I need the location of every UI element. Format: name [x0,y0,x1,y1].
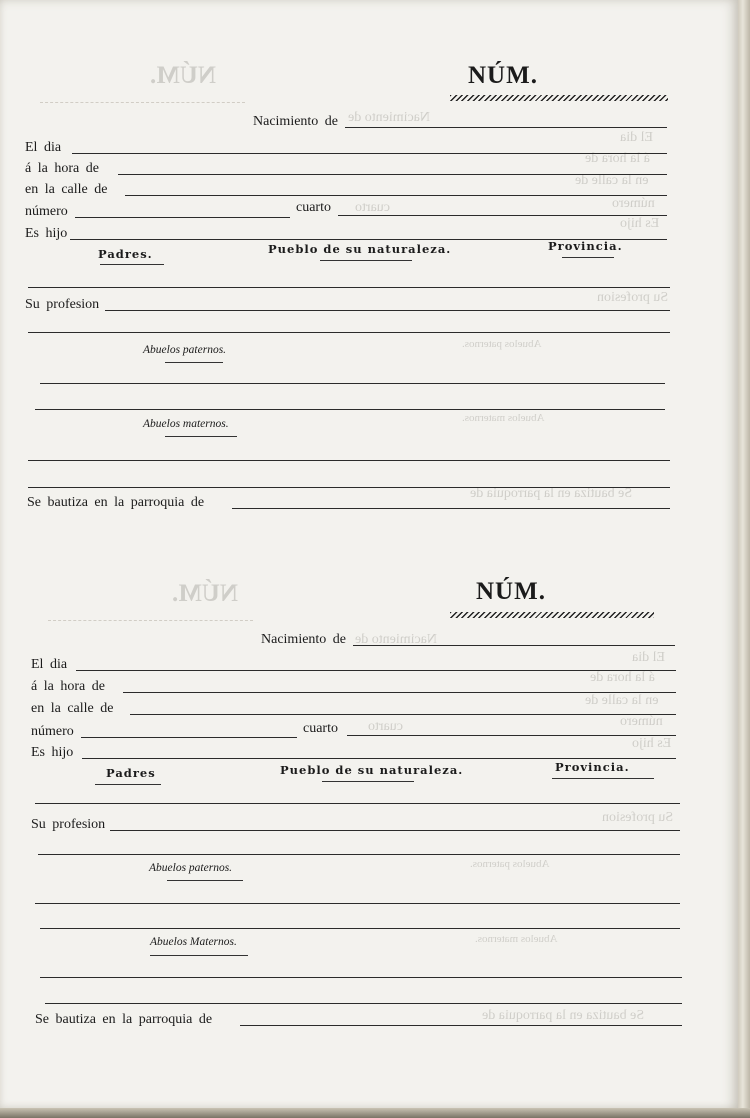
bleed-cuarto: cuarto [368,719,403,734]
bleed-es-hijo: Es hijo [632,736,672,751]
abuelos-paternos-line-1[interactable] [40,383,665,384]
bleed-profesion: Su profesion [602,810,674,825]
abuelos-maternos-heading: Abuelos maternos. [143,418,229,430]
calle-field[interactable] [125,195,667,196]
calle-label: en la calle de [31,701,114,716]
es-hijo-field[interactable] [82,758,676,759]
birth-record-form-1 [0,0,738,540]
pueblo-heading: Pueblo de su naturaleza. [268,242,452,256]
cuarto-label: cuarto [296,200,331,215]
bleed-abuelos-paternos: Abuelos paternos. [470,858,550,870]
provincia-underline [562,257,614,258]
abuelos-paternos-underline [167,880,243,881]
abuelos-paternos-line-2[interactable] [35,409,665,410]
num-heading: NÚM. [476,578,546,605]
padres-underline [100,264,164,265]
bleed-num: NÚM. [172,580,238,607]
bleed-numero: número [620,714,663,729]
padres-heading: Padres [106,766,156,780]
bautiza-field[interactable] [240,1025,682,1026]
pueblo-underline [320,260,412,261]
bleed-num: NÚM. [150,62,216,89]
bleed-zigzag [48,620,253,621]
bleed-profesion: Su profesion [597,290,669,305]
bleed-es-hijo: Es hijo [620,216,660,231]
bleed-hora: á la hora de [590,670,655,685]
provincia-heading: Provincia. [548,239,623,253]
bleed-cuarto: cuarto [355,200,390,215]
numero-label: número [25,204,68,219]
nacimiento-label: Nacimiento de [253,114,339,129]
es-hijo-label: Es hijo [25,226,68,241]
hora-field[interactable] [118,174,667,175]
bleed-calle: en la calle de [575,173,649,188]
el-dia-label: El dia [25,140,62,155]
profesion-field[interactable] [105,310,670,311]
bleed-abuelos-paternos: Abuelos paternos. [462,338,542,350]
pueblo-heading: Pueblo de su naturaleza. [280,763,464,777]
abuelos-paternos-heading: Abuelos paternos. [143,344,227,356]
nacimiento-label: Nacimiento de [261,632,347,647]
calle-field[interactable] [130,714,676,715]
numero-label: número [31,724,74,739]
provincia-heading: Provincia. [555,760,630,774]
bleed-numero: número [612,196,655,211]
cuarto-field[interactable] [347,735,676,736]
bleed-calle: en la calle de [585,693,659,708]
abuelos-paternos-heading: Abuelos paternos. [149,862,233,874]
abuelos-maternos-line-2[interactable] [28,487,670,488]
padres-line-2[interactable] [28,332,670,333]
bleed-zigzag [40,102,245,103]
el-dia-field[interactable] [72,153,667,154]
el-dia-field[interactable] [76,670,676,671]
abuelos-maternos-heading: Abuelos Maternos. [150,936,237,948]
bleed-abuelos-maternos: Abuelos maternos. [475,933,558,945]
abuelos-maternos-underline [165,436,237,437]
numero-field[interactable] [75,217,290,218]
hora-label: á la hora de [31,679,105,694]
bautiza-label: Se bautiza en la parroquia de [27,495,205,510]
padres-heading: Padres. [98,247,153,261]
nacimiento-field[interactable] [353,645,675,646]
abuelos-maternos-line-1[interactable] [28,460,670,461]
bleed-el-dia: El dia [632,650,666,665]
el-dia-label: El dia [31,657,68,672]
abuelos-paternos-line-2[interactable] [40,928,680,929]
padres-underline [95,784,161,785]
birth-record-form-2 [0,518,738,1058]
bleed-nacimiento: Nacimiento de [355,632,438,647]
hora-label: á la hora de [25,161,99,176]
padres-line-1[interactable] [35,803,680,804]
cuarto-field[interactable] [338,215,667,216]
profesion-label: Su profesion [25,297,100,312]
calle-label: en la calle de [25,182,108,197]
zigzag-rule [450,612,654,618]
page-bottom-edge [0,1108,750,1118]
cuarto-label: cuarto [303,721,338,736]
bleed-hora: á la hora de [585,151,650,166]
abuelos-paternos-line-1[interactable] [35,903,680,904]
padres-line-1[interactable] [28,287,670,288]
padres-line-2[interactable] [38,854,680,855]
profesion-field[interactable] [110,830,680,831]
bleed-nacimiento: Nacimiento de [348,110,431,125]
profesion-label: Su profesion [31,817,106,832]
abuelos-paternos-underline [165,362,223,363]
bautiza-field[interactable] [232,508,670,509]
bleed-bautiza: Se bautiza en la parroquia de [470,486,633,501]
bleed-el-dia: El dia [620,130,654,145]
hora-field[interactable] [123,692,676,693]
numero-field[interactable] [81,737,297,738]
abuelos-maternos-line-2[interactable] [45,1003,682,1004]
num-heading: NÚM. [468,62,538,89]
abuelos-maternos-line-1[interactable] [40,977,682,978]
bautiza-label: Se bautiza en la parroquia de [35,1012,213,1027]
provincia-underline [552,778,654,779]
pueblo-underline [322,781,414,782]
nacimiento-field[interactable] [345,127,667,128]
zigzag-rule [450,95,668,101]
bleed-bautiza: Se bautiza en la parroquia de [482,1008,645,1023]
bleed-abuelos-maternos: Abuelos maternos. [462,412,545,424]
abuelos-maternos-underline [150,955,248,956]
page-edge [738,0,750,1118]
es-hijo-label: Es hijo [31,745,74,760]
